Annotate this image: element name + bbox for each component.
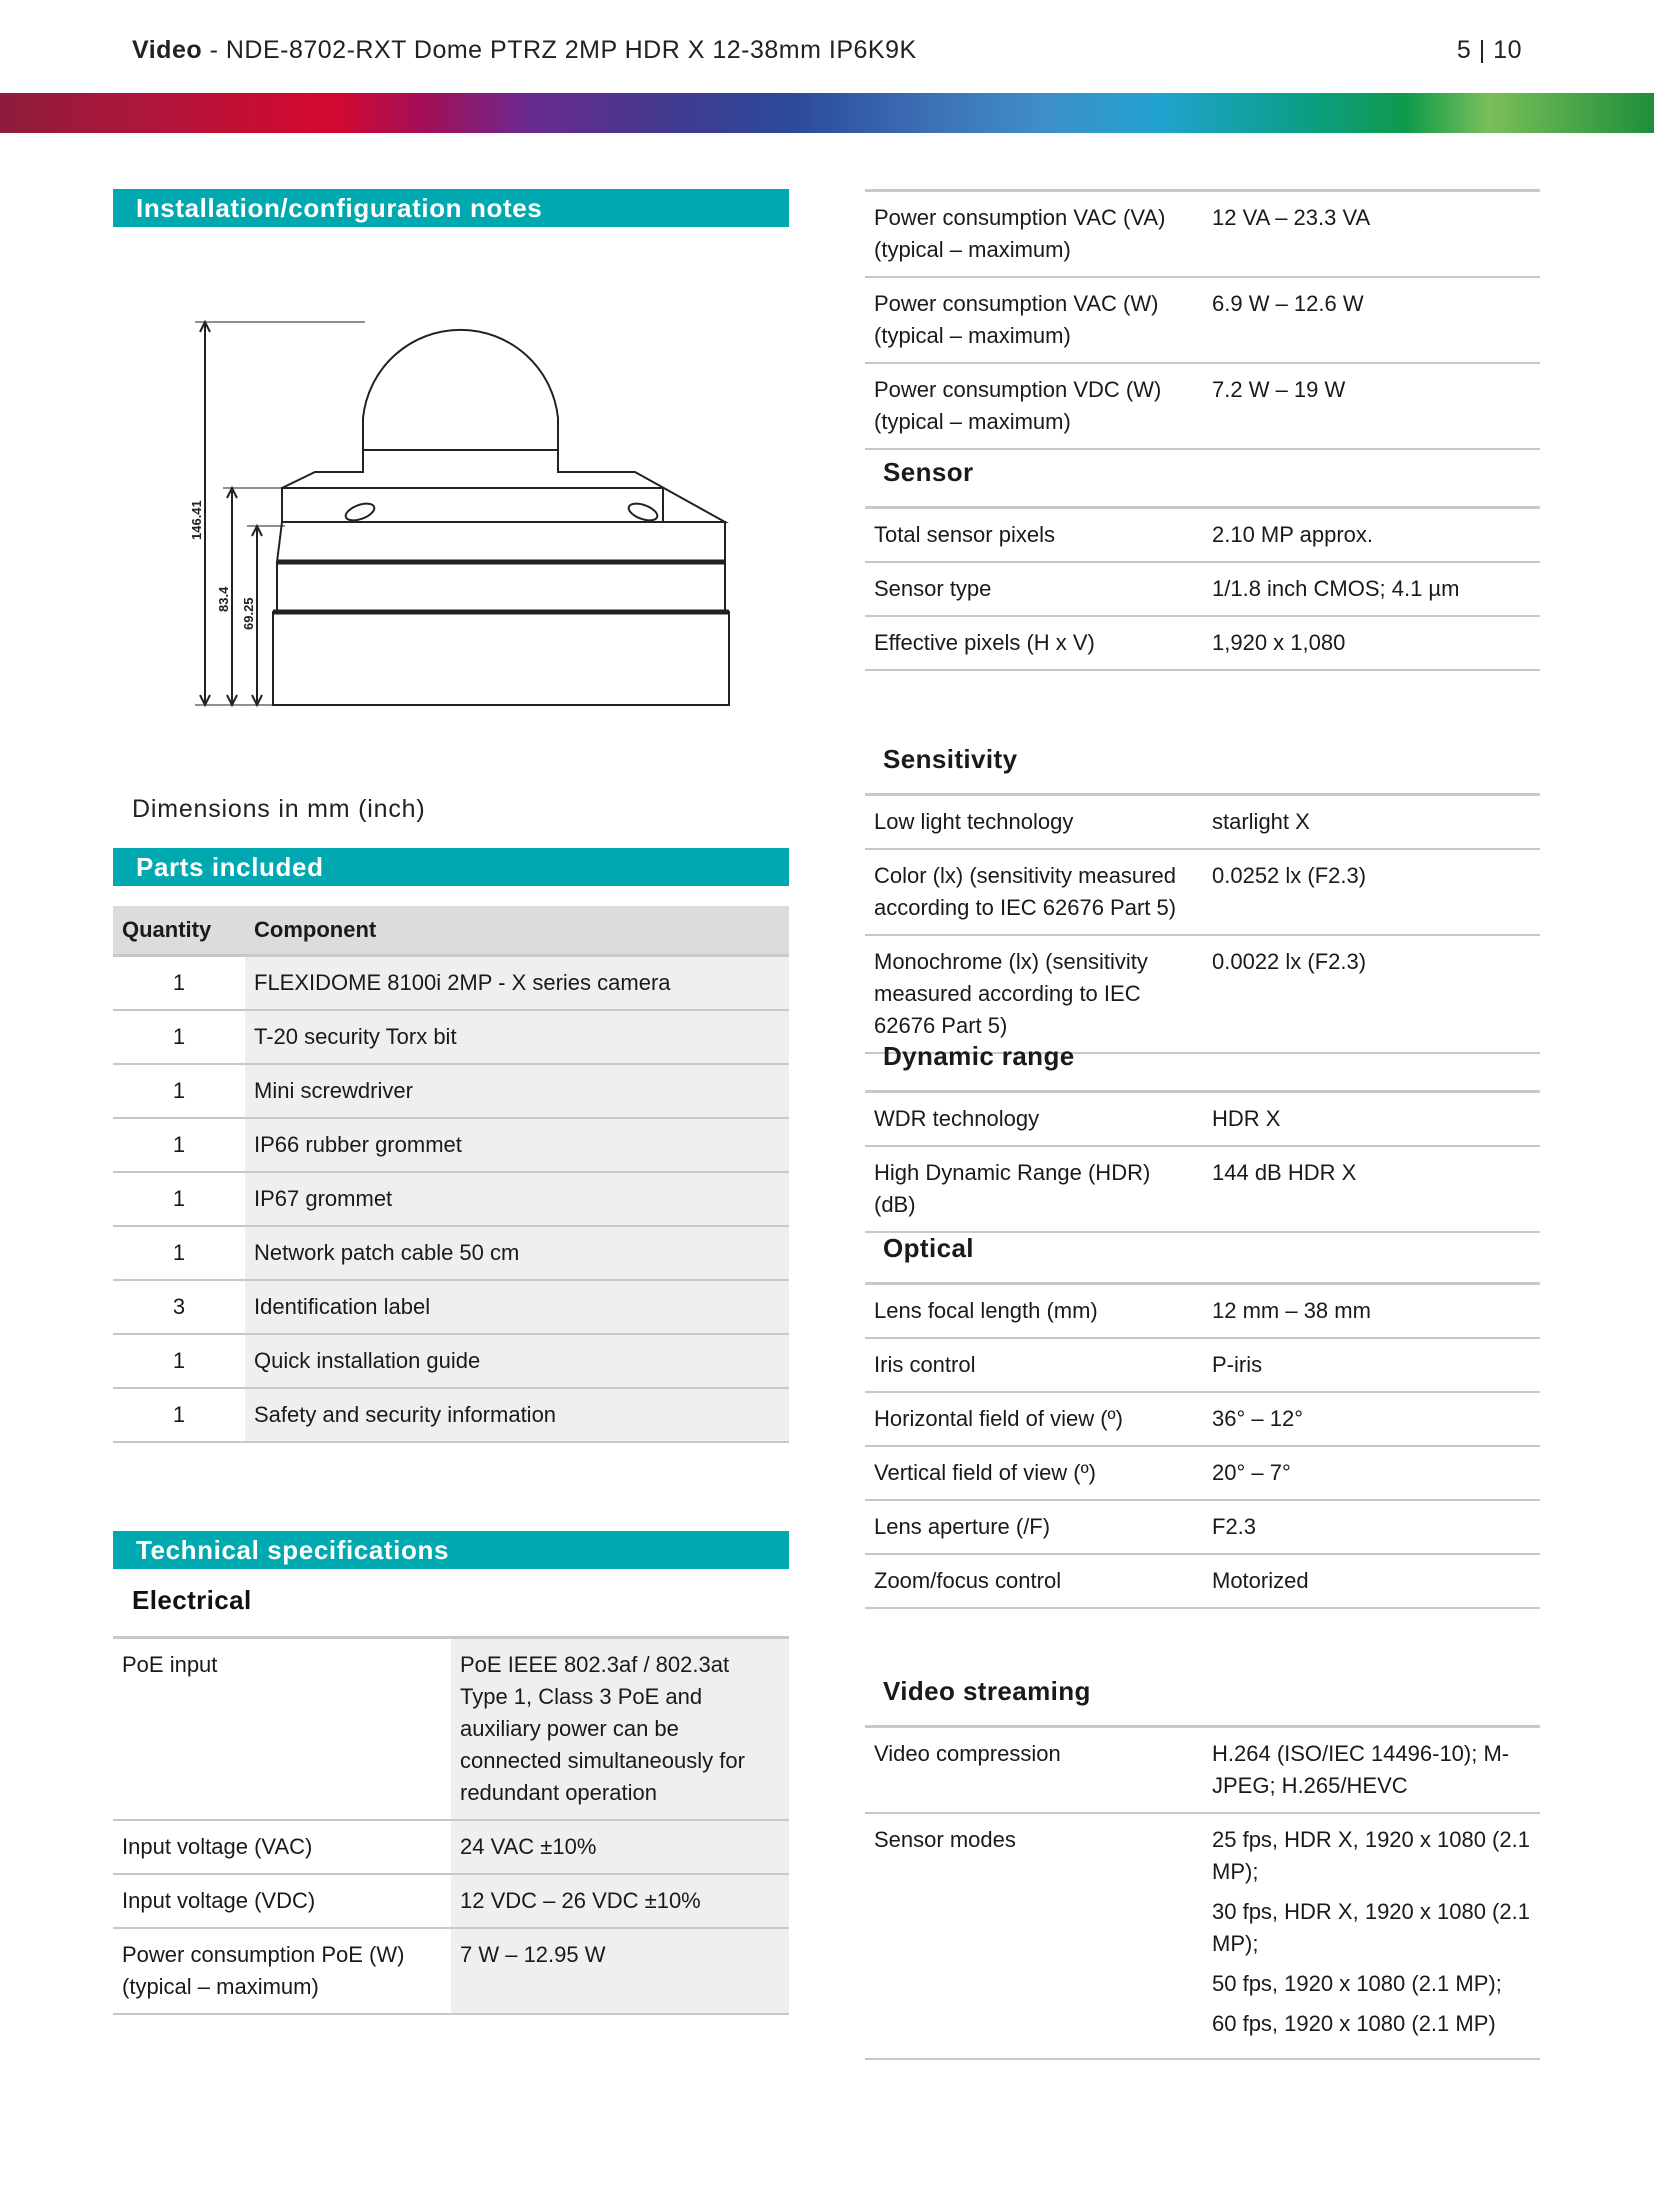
dimensions-caption: Dimensions in mm (inch) xyxy=(132,795,426,823)
power-spec-table xyxy=(865,189,1540,450)
electrical-spec-value: PoE IEEE 802.3af / 802.3at Type 1, Class 3 PoE and auxiliary power can be connected simultaneously for redundant operation xyxy=(451,1638,789,1821)
dimension-height-total: 146.41 xyxy=(189,500,204,540)
optical-spec-value: 20° – 7° xyxy=(1212,1460,1291,1485)
sensor-spec-value: 1,920 x 1,080 xyxy=(1212,630,1346,655)
sensitivity-spec-label: Monochrome (lx) (sensitivity measured according to IEC 62676 Part 5) xyxy=(874,949,1148,1038)
subheading-electrical: Electrical xyxy=(132,1585,252,1615)
video-streaming-spec-value: H.264 (ISO/IEC 14496-10); M-JPEG; H.265/HEVC xyxy=(1212,1741,1510,1798)
electrical-spec-row xyxy=(113,1820,789,1874)
optical-spec-value: Motorized xyxy=(1212,1568,1309,1593)
electrical-spec-row xyxy=(113,1638,789,1821)
part-quantity: 1 xyxy=(172,1078,186,1103)
part-component: T-20 security Torx bit xyxy=(245,1010,789,1064)
sensor-spec-table xyxy=(865,506,1540,671)
optical-spec-row xyxy=(865,1284,1540,1339)
sensor-spec-label: Sensor type xyxy=(874,576,992,601)
power-spec-label: Power consumption VDC (W) (typical – maximum) xyxy=(874,377,1162,434)
optical-spec-label: Lens aperture (/F) xyxy=(874,1514,1051,1539)
electrical-spec-value: 12 VDC – 26 VDC ±10% xyxy=(451,1874,789,1928)
sensor-modes-value xyxy=(1203,1813,1540,2059)
electrical-spec-label: Input voltage (VAC) xyxy=(122,1834,313,1859)
dynamic-range-spec-label: High Dynamic Range (HDR) (dB) xyxy=(874,1160,1151,1217)
page-number: 5 | 10 xyxy=(1456,36,1522,64)
part-quantity: 3 xyxy=(172,1294,186,1319)
sensor-mode-item: 25 fps, HDR X, 1920 x 1080 (2.1 MP); xyxy=(1212,1827,1530,1884)
sensitivity-spec-value: starlight X xyxy=(1212,809,1310,834)
parts-row xyxy=(113,1172,789,1226)
part-component: Quick installation guide xyxy=(245,1334,789,1388)
part-component: Network patch cable 50 cm xyxy=(245,1226,789,1280)
power-spec-value: 7.2 W – 19 W xyxy=(1212,377,1346,402)
sensor-spec-value: 2.10 MP approx. xyxy=(1212,522,1374,547)
subheading-optical: Optical xyxy=(883,1233,974,1263)
sensitivity-spec-value: 0.0022 lx (F2.3) xyxy=(1212,949,1367,974)
document-title: Video - NDE-8702-RXT Dome PTRZ 2MP HDR X 12-38mm IP6K9K xyxy=(132,36,917,64)
sensor-mode-item: 30 fps, HDR X, 1920 x 1080 (2.1 MP); xyxy=(1212,1899,1530,1956)
part-component: Safety and security information xyxy=(245,1388,789,1442)
optical-spec-row xyxy=(865,1500,1540,1554)
part-component: IP67 grommet xyxy=(245,1172,789,1226)
optical-spec-label: Zoom/focus control xyxy=(874,1568,1062,1593)
brand-color-bar xyxy=(0,93,1654,133)
optical-spec-value: 12 mm – 38 mm xyxy=(1212,1298,1371,1323)
power-spec-row xyxy=(865,277,1540,363)
dynamic-range-spec-value: 144 dB HDR X xyxy=(1212,1160,1357,1185)
sensor-spec-row xyxy=(865,562,1540,616)
electrical-spec-label: Input voltage (VDC) xyxy=(122,1888,316,1913)
parts-row xyxy=(113,1118,789,1172)
subheading-sensor: Sensor xyxy=(883,457,974,487)
sensor-mode-item: 50 fps, 1920 x 1080 (2.1 MP); xyxy=(1212,1971,1502,1996)
optical-spec-label: Horizontal field of view (º) xyxy=(874,1406,1123,1431)
power-spec-label: Power consumption VAC (W) (typical – maximum) xyxy=(874,291,1159,348)
section-installation-notes: Installation/configuration notes xyxy=(113,189,789,227)
part-quantity: 1 xyxy=(172,1024,186,1049)
dimension-height-body: 83.4 xyxy=(216,586,231,612)
part-component: FLEXIDOME 8100i 2MP - X series camera xyxy=(245,956,789,1011)
part-quantity: 1 xyxy=(172,1186,186,1211)
part-component: IP66 rubber grommet xyxy=(245,1118,789,1172)
optical-spec-table xyxy=(865,1282,1540,1609)
optical-spec-label: Lens focal length (mm) xyxy=(874,1298,1098,1323)
parts-row xyxy=(113,1334,789,1388)
electrical-spec-value: 24 VAC ±10% xyxy=(451,1820,789,1874)
sensitivity-spec-row xyxy=(865,795,1540,850)
power-spec-value: 12 VA – 23.3 VA xyxy=(1212,205,1371,230)
dynamic-range-spec-value: HDR X xyxy=(1212,1106,1281,1131)
video-streaming-spec-label: Video compression xyxy=(874,1741,1061,1766)
electrical-spec-row xyxy=(113,1874,789,1928)
parts-header-component: Component xyxy=(245,906,789,956)
optical-spec-value: P-iris xyxy=(1212,1352,1263,1377)
electrical-spec-label: PoE input xyxy=(122,1652,218,1677)
sensor-spec-row xyxy=(865,508,1540,563)
section-parts-included: Parts included xyxy=(113,848,789,886)
subheading-video-streaming: Video streaming xyxy=(883,1676,1091,1706)
sensor-spec-label: Effective pixels (H x V) xyxy=(874,630,1095,655)
dimension-height-base: 69.25 xyxy=(241,597,256,630)
optical-spec-label: Iris control xyxy=(874,1352,976,1377)
power-spec-row xyxy=(865,191,1540,278)
sensor-modes-label: Sensor modes xyxy=(874,1827,1016,1852)
sensitivity-spec-table xyxy=(865,793,1540,1054)
dynamic-range-spec-row xyxy=(865,1146,1540,1232)
parts-row xyxy=(113,1388,789,1442)
sensitivity-spec-label: Color (lx) (sensitivity measured according to IEC 62676 Part 5) xyxy=(874,863,1177,920)
optical-spec-value: F2.3 xyxy=(1212,1514,1257,1539)
part-quantity: 1 xyxy=(172,1402,186,1427)
part-component: Mini screwdriver xyxy=(245,1064,789,1118)
sensor-spec-label: Total sensor pixels xyxy=(874,522,1055,547)
part-quantity: 1 xyxy=(172,1132,186,1157)
parts-row xyxy=(113,1280,789,1334)
sensitivity-spec-row xyxy=(865,849,1540,935)
subheading-sensitivity: Sensitivity xyxy=(883,744,1018,774)
sensor-spec-row xyxy=(865,616,1540,670)
page-header xyxy=(132,36,1522,65)
electrical-spec-row xyxy=(113,1928,789,2014)
video-streaming-spec-table xyxy=(865,1725,1540,2060)
optical-spec-label: Vertical field of view (º) xyxy=(874,1460,1096,1485)
sensitivity-spec-label: Low light technology xyxy=(874,809,1074,834)
subheading-dynamic-range: Dynamic range xyxy=(883,1041,1075,1071)
parts-header-quantity: Quantity xyxy=(113,906,245,956)
dynamic-range-spec-label: WDR technology xyxy=(874,1106,1040,1131)
power-spec-value: 6.9 W – 12.6 W xyxy=(1212,291,1364,316)
parts-row xyxy=(113,1226,789,1280)
optical-spec-row xyxy=(865,1446,1540,1500)
camera-dimension-drawing xyxy=(185,300,745,720)
sensitivity-spec-row xyxy=(865,935,1540,1053)
sensor-mode-item: 60 fps, 1920 x 1080 (2.1 MP) xyxy=(1212,2011,1496,2036)
dynamic-range-spec-row xyxy=(865,1092,1540,1147)
optical-spec-row xyxy=(865,1554,1540,1608)
electrical-spec-label: Power consumption PoE (W) (typical – maximum) xyxy=(122,1942,405,1999)
optical-spec-value: 36° – 12° xyxy=(1212,1406,1303,1431)
optical-spec-row xyxy=(865,1338,1540,1392)
video-streaming-spec-row xyxy=(865,1813,1540,2059)
sensor-spec-value: 1/1.8 inch CMOS; 4.1 µm xyxy=(1212,576,1460,601)
dynamic-range-spec-table xyxy=(865,1090,1540,1233)
parts-row xyxy=(113,1010,789,1064)
electrical-spec-table xyxy=(113,1636,789,2015)
power-spec-label: Power consumption VAC (VA) (typical – maximum) xyxy=(874,205,1166,262)
parts-row xyxy=(113,1064,789,1118)
parts-table xyxy=(113,906,789,1443)
video-streaming-spec-row xyxy=(865,1727,1540,1814)
part-component: Identification label xyxy=(245,1280,789,1334)
part-quantity: 1 xyxy=(172,1240,186,1265)
part-quantity: 1 xyxy=(172,970,186,995)
power-spec-row xyxy=(865,363,1540,449)
sensitivity-spec-value: 0.0252 lx (F2.3) xyxy=(1212,863,1367,888)
part-quantity: 1 xyxy=(172,1348,186,1373)
optical-spec-row xyxy=(865,1392,1540,1446)
section-technical-specifications: Technical specifications xyxy=(113,1531,789,1569)
electrical-spec-value: 7 W – 12.95 W xyxy=(451,1928,789,2014)
parts-row xyxy=(113,956,789,1011)
